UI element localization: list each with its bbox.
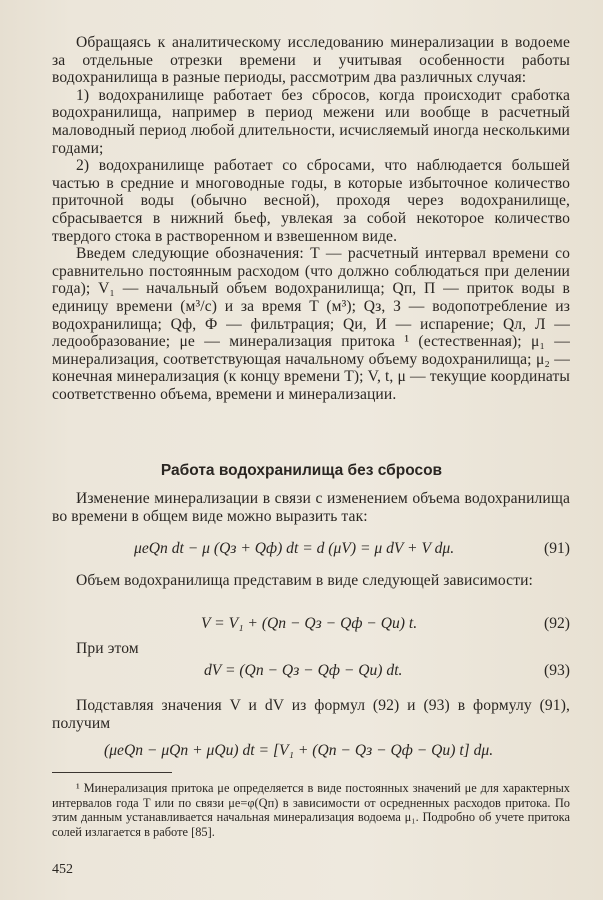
equation-94 [52,742,570,760]
paragraph-case-2: 2) водохранилище работает со сбросами, что наблюдается большей частью в средние и многоводные годы, в которые избыточное количество приточной воды (обычно весной), проходя через водохранилище, сбрасывается в нижний бьеф, увлекая за собой некоторое количество твердого стока в растворенном и взвешенном виде. [52,157,570,245]
section-hereby [52,640,570,658]
equation-92-formula: V = V₁ + (Qп − Qз − Qф − Qи) t. [201,615,418,632]
equation-93-formula: dV = (Qп − Qз − Qф − Qи) dt. [204,662,403,679]
equation-91-formula: μеQп dt − μ (Qз + Qф) dt = d (μV) = μ dV + V dμ. [134,540,455,557]
section-volume [52,572,570,590]
equation-91-number: (91) [544,540,570,557]
equation-92 [52,615,570,633]
paragraph-change: Изменение минерализации в связи с изменением объема водохранилища во времени в общем виде можно выразить так: [52,490,570,525]
intro-text [52,34,570,403]
section-heading: Работа водохранилища без сбросов [160,462,443,479]
equation-91 [52,540,570,558]
equation-93-number: (93) [544,662,570,679]
equation-93 [52,662,570,680]
paragraph-case-1: 1) водохранилище работает без сбросов, когда происходит сработка водохранилища, например в период межени или вообще в расчетный маловодный период любой длительности, исчисляемый иногда несколькими годами; [52,86,570,157]
paragraph-substitute: Подставляя значения V и dV из формул (92) и (93) в формулу (91), получим [52,697,570,732]
section-intro [52,490,570,525]
footnote [52,781,570,839]
paragraph-notation: Введем следующие обозначения: T — расчетный интервал времени со сравнительно постоянным расходом (что должно соблюдаться при делении года); V₁ — начальный объем водохранилища; Qп, П — приток воды в единицу времени (м³/с) и за время T (м³); Qз, З — водопотребление из водохранилища; Qф, Ф — фильтрация; Qи, И — испарение; Qл, Л — ледообразование; μе — минерализация притока ¹ (естественная); μ₁ — минерализация, соответствующая начальному объему водохранилища; μ₂ — конечная минерализация (к концу времени T); V, t, μ — текущие координаты соответственно объема, времени и минерализации. [52,245,570,403]
footnote-text: ¹ Минерализация притока μе определяется в виде постоянных значений μе для характерных интервалов года T или по связи μе=φ(Qп) в зависимости от осредненных расходов притока. По этим данным устанавливается начальная минерализация водоема μ₁. Подробно об учете притока солей излагается в работе [85]. [52,781,570,839]
paragraph-hereby: При этом [76,640,139,657]
paragraph-intro: Обращаясь к аналитическому исследованию минерализации в водоеме за отдельные отрезки времени и учитывая особенности работы водохранилища в разные периоды, рассмотрим два различных случая: [52,34,570,87]
footnote-divider [52,772,172,773]
section-substitute [52,697,570,732]
paragraph-volume: Объем водохранилища представим в виде следующей зависимости: [76,572,533,589]
equation-94-formula: (μеQп − μQп + μQи) dt = [V₁ + (Qп − Qз − Qф − Qи) t] dμ. [104,742,494,759]
page-number: 452 [52,862,73,877]
equation-92-number: (92) [544,615,570,632]
